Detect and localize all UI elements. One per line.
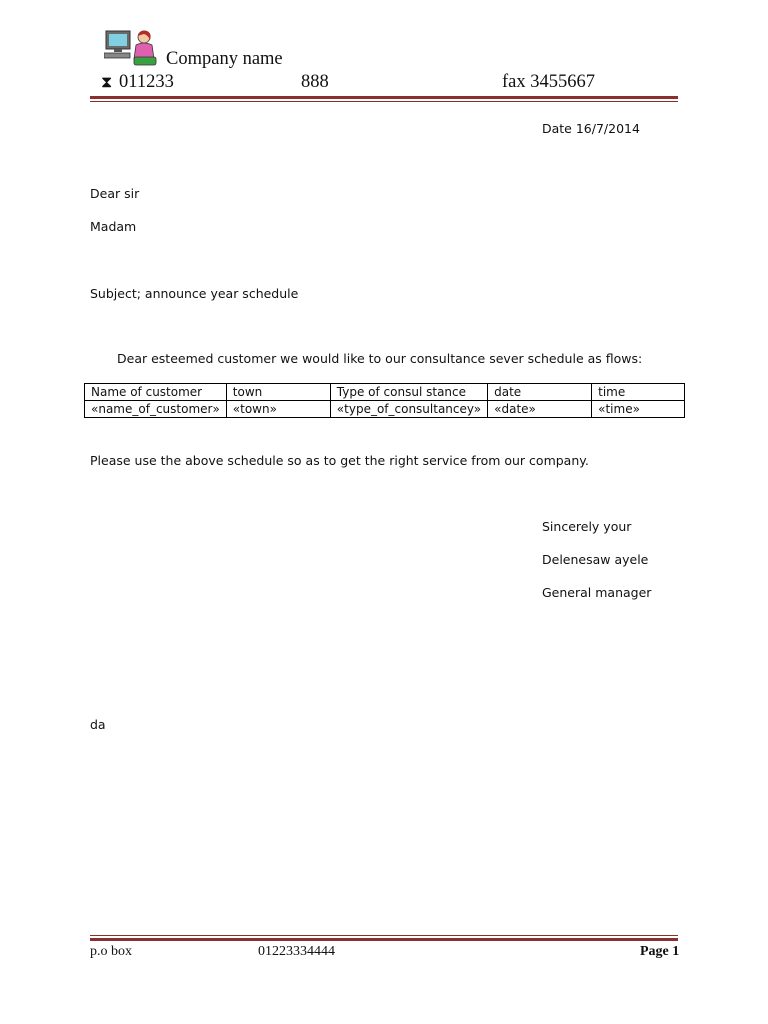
greeting: Dear sir (90, 186, 140, 201)
page-number: Page 1 (640, 944, 680, 959)
table-header-cell: town (226, 384, 330, 401)
table-cell: «name_of_customer» (85, 401, 227, 418)
table-header-row (85, 384, 685, 401)
subject-line: Subject; announce year schedule (90, 286, 299, 301)
table-header-cell: date (488, 384, 592, 401)
table-cell: «town» (226, 401, 330, 418)
table-header-cell: Type of consul stance (330, 384, 487, 401)
computer-user-icon (104, 29, 158, 67)
hourglass-icon: ⧗ (101, 74, 113, 91)
footer-phone: 01223334444 (258, 944, 335, 959)
table-header-cell: time (592, 384, 685, 401)
closing-paragraph: Please use the above schedule so as to get the right service from our company. (90, 453, 589, 468)
table-cell: «type_of_consultancey» (330, 401, 487, 418)
greeting-madam: Madam (90, 219, 137, 234)
sign-off: Sincerely your (542, 519, 632, 534)
phone-number: 011233 (119, 72, 174, 92)
signatory-name: Delenesaw ayele (542, 552, 649, 567)
letter-date: Date 16/7/2014 (542, 121, 640, 136)
header-rule-thin (90, 101, 678, 102)
signatory-title: General manager (542, 585, 652, 600)
phone-extension: 888 (301, 72, 329, 92)
footer-pobox: p.o box (90, 944, 132, 959)
schedule-table (84, 383, 685, 418)
table-cell: «date» (488, 401, 592, 418)
header-rule-thick (90, 96, 678, 99)
fax-number: fax 3455667 (502, 72, 595, 92)
stray-text: da (90, 717, 106, 732)
table-row (85, 401, 685, 418)
footer-rule-thick (90, 938, 678, 941)
intro-paragraph: Dear esteemed customer we would like to our consultance sever schedule as flows: (117, 351, 643, 366)
company-name: Company name (166, 49, 283, 69)
table-cell: «time» (592, 401, 685, 418)
table-header-cell: Name of customer (85, 384, 227, 401)
footer-rule-thin (90, 935, 678, 936)
